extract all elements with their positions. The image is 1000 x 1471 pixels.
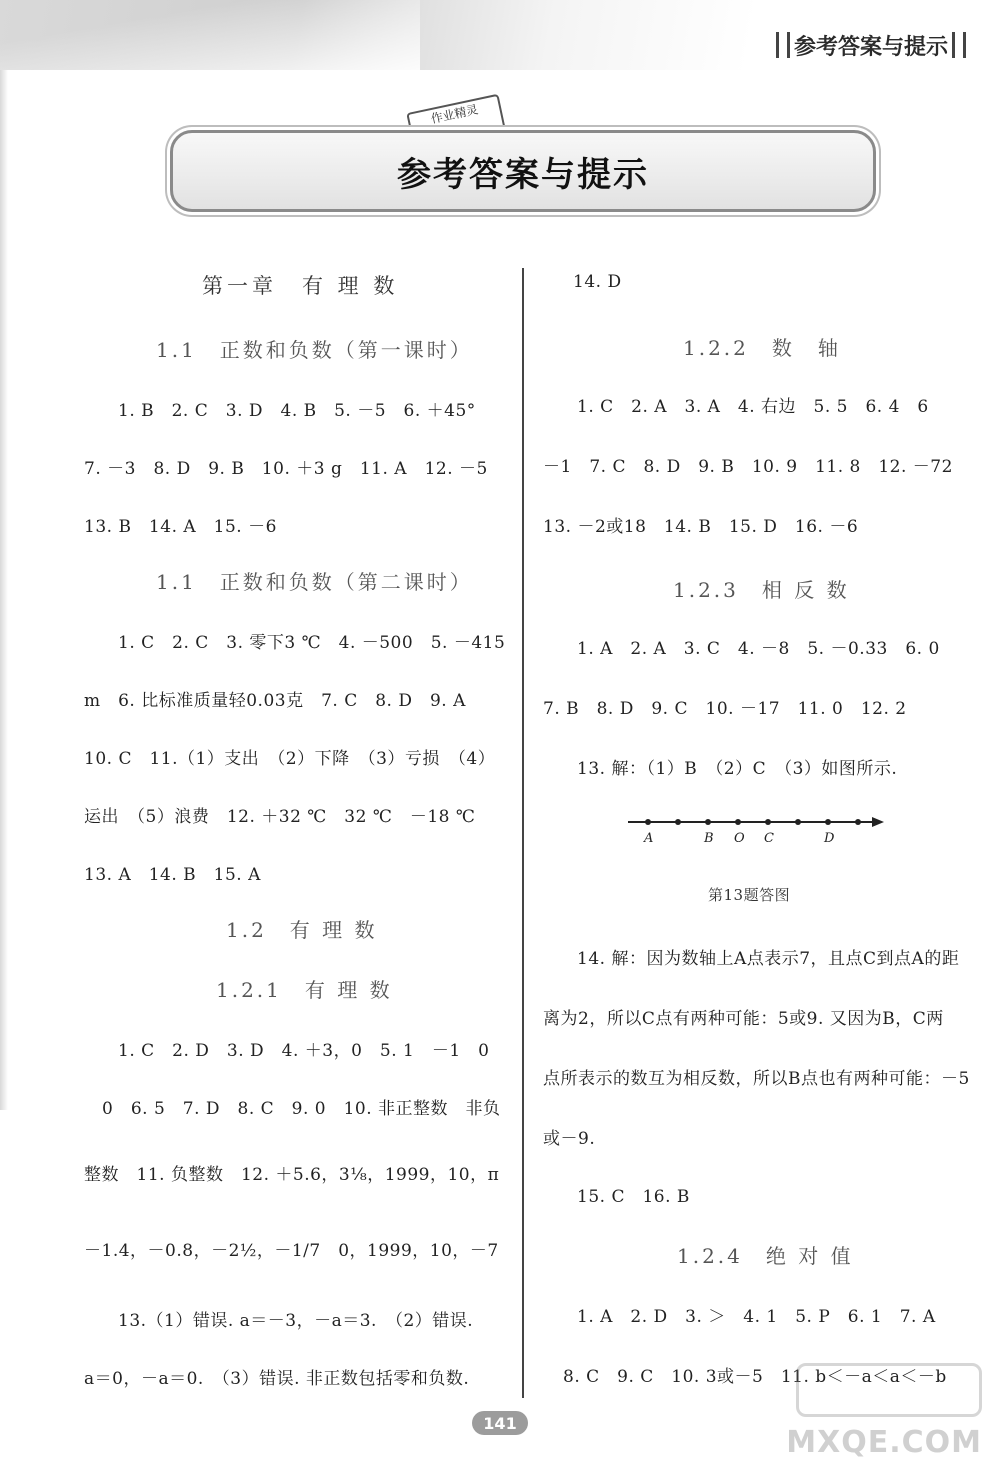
- answer-line: 13. －2或18 14. B 15. D 16. －6: [543, 517, 859, 537]
- number-line-arrow: [872, 817, 884, 827]
- answer-line: 整数 11. 负整数 12. ＋5.6，3⅛，1999，10，π: [84, 1165, 500, 1185]
- answer-line: 13. 解：（1）B （2）C （3）如图所示.: [577, 759, 898, 779]
- number-line-dot: [735, 819, 741, 825]
- figure-caption: 第13题答图: [708, 886, 791, 904]
- answer-line: 15. C 16. B: [577, 1187, 690, 1207]
- number-line-figure: [628, 810, 888, 850]
- answer-line: 13. B 14. A 15. －6: [84, 517, 277, 537]
- answer-line: 1. C 2. D 3. D 4. ＋3，0 5. 1 －1 0: [118, 1041, 490, 1061]
- answer-line: 1. A 2. D 3. ＞ 4. 1 5. P 6. 1 7. A: [577, 1307, 936, 1327]
- watermark-logo: [772, 1363, 982, 1460]
- section-heading: 1.1 正数和负数（第二课时）: [156, 570, 473, 594]
- number-line-label: C: [764, 831, 774, 846]
- answer-line: 1. B 2. C 3. D 4. B 5. －5 6. ＋45°: [118, 401, 476, 421]
- header-bar-right: [952, 32, 955, 58]
- subsection-heading: 1.2.2 数 轴: [683, 336, 841, 360]
- subsection-heading: 1.2.3 相 反 数: [673, 578, 850, 602]
- header-bar-left: [776, 32, 779, 58]
- answer-line: 离为2，所以C点有两种可能：5或9. 又因为B，C两: [543, 1009, 944, 1029]
- header-bar-left-2: [787, 32, 790, 58]
- answer-line: 点所表示的数互为相反数，所以B点也有两种可能：－5: [543, 1069, 970, 1089]
- page-number: 141: [472, 1411, 528, 1435]
- chapter-heading: 第一章 有 理 数: [202, 274, 399, 298]
- answer-line: 8. C 9. C 10. 3或－5 11. b＜－a＜a＜－b: [563, 1367, 947, 1387]
- answer-line: 7. B 8. D 9. C 10. －17 11. 0 12. 2: [543, 699, 907, 719]
- answer-line: －1 7. C 8. D 9. B 10. 9 11. 8 12. －72: [543, 457, 953, 477]
- section-heading: 1.2 有 理 数: [226, 918, 378, 942]
- header-tag-text: 参考答案与提示: [793, 34, 948, 60]
- subsection-heading: 1.2.4 绝 对 值: [677, 1244, 854, 1268]
- header-section-tag: [772, 30, 970, 60]
- number-line-label: D: [824, 831, 835, 846]
- stamp-text: 作业精灵: [429, 102, 480, 127]
- section-heading: 1.1 正数和负数（第一课时）: [156, 338, 473, 362]
- number-line-dot: [675, 819, 681, 825]
- title-banner: [170, 130, 876, 212]
- number-line-dot: [705, 819, 711, 825]
- answer-line: 13. A 14. B 15. A: [84, 865, 261, 885]
- answer-line: 1. A 2. A 3. C 4. －8 5. －0.33 6. 0: [577, 639, 940, 659]
- answer-line: m 6. 比标准质量轻0.03克 7. C 8. D 9. A: [84, 691, 466, 711]
- page-edge-shadow: [0, 70, 8, 1110]
- answer-line: 10. C 11.（1）支出 （2）下降 （3）亏损 （4）: [84, 749, 496, 769]
- answer-line: 7. －3 8. D 9. B 10. ＋3 g 11. A 12. －5: [84, 459, 488, 479]
- watermark-url: MXQE.COM: [786, 1425, 982, 1460]
- answer-line: 1. C 2. C 3. 零下3 ℃ 4. －500 5. －415: [118, 633, 506, 653]
- number-line-dot: [825, 819, 831, 825]
- answer-line: 0 6. 5 7. D 8. C 9. 0 10. 非正整数 非负: [102, 1099, 501, 1119]
- number-line-label: O: [734, 831, 745, 846]
- answer-line: a＝0，－a＝0. （3）错误. 非正数包括零和负数.: [84, 1369, 470, 1389]
- answer-line: 14. 解：因为数轴上A点表示7，且点C到点A的距: [577, 949, 960, 969]
- answer-line: 运出 （5）浪费 12. ＋32 ℃ 32 ℃ －18 ℃: [84, 807, 476, 827]
- number-line-label: A: [644, 831, 654, 846]
- watermark-box: [796, 1363, 982, 1417]
- number-line-dot: [855, 819, 861, 825]
- number-line-dot: [645, 819, 651, 825]
- answer-line: 1. C 2. A 3. A 4. 右边 5. 5 6. 4 6: [577, 397, 929, 417]
- column-divider: [522, 268, 524, 1398]
- number-line-dot: [795, 819, 801, 825]
- subsection-heading: 1.2.1 有 理 数: [216, 978, 393, 1002]
- number-line-dot: [765, 819, 771, 825]
- answer-line: 13.（1）错误. a＝－3，－a＝3. （2）错误.: [118, 1311, 474, 1331]
- answer-line: 14. D: [573, 272, 622, 292]
- answer-line: －1.4，－0.8，－2½，－1/7 0，1999，10，－7: [84, 1241, 499, 1261]
- answer-line: 或－9.: [543, 1129, 596, 1149]
- page-title: 参考答案与提示: [397, 154, 649, 195]
- header-bar-right-2: [963, 32, 966, 58]
- number-line-label: B: [704, 831, 714, 846]
